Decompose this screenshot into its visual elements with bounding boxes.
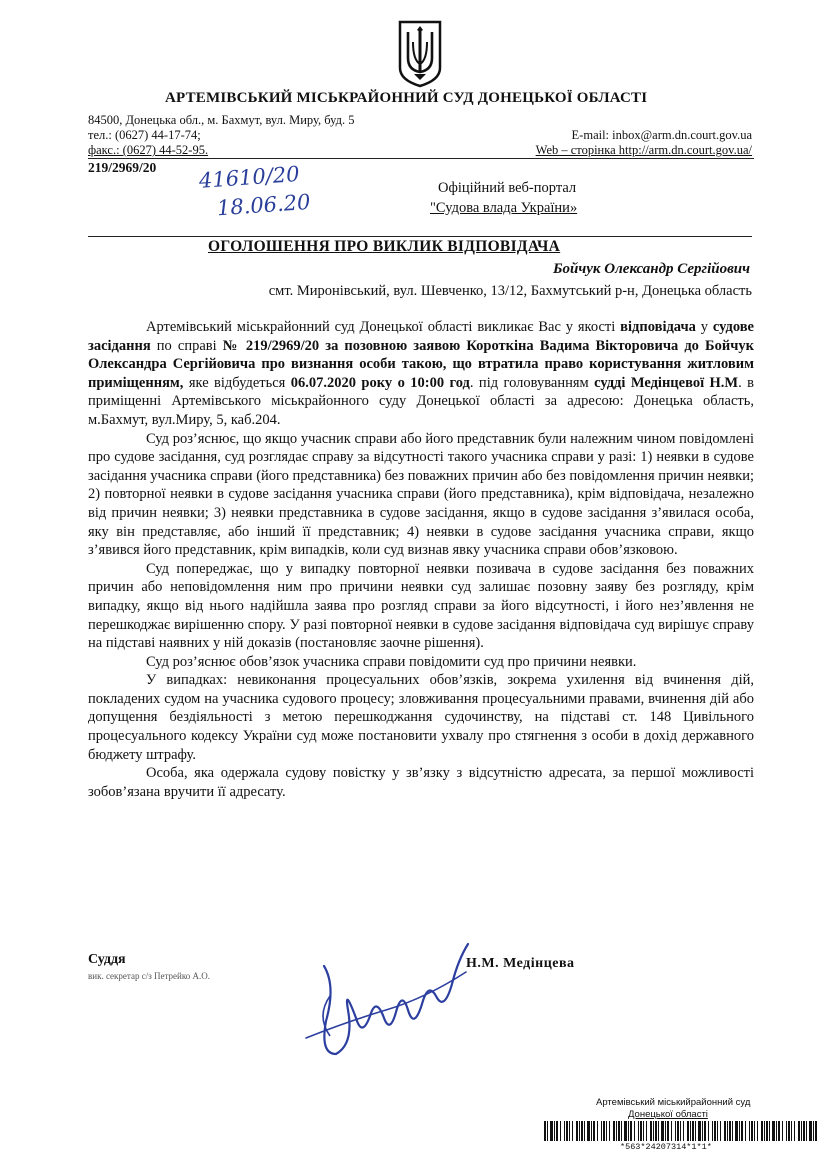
barcode-bar <box>569 1121 570 1141</box>
barcode-bar <box>801 1121 802 1141</box>
barcode-bar <box>624 1121 627 1141</box>
barcode-bar <box>714 1121 716 1141</box>
barcode-bar <box>547 1121 548 1141</box>
barcode-bar <box>591 1121 592 1141</box>
barcode-bar <box>579 1121 580 1141</box>
barcode-bar <box>560 1121 561 1141</box>
barcode-bar <box>708 1121 709 1141</box>
barcode-bar <box>761 1121 763 1141</box>
barcode-bar <box>630 1121 632 1141</box>
barcode-bar <box>727 1121 728 1141</box>
barcode-bar <box>564 1121 565 1141</box>
barcode-bar <box>749 1121 750 1141</box>
barcode-bar <box>815 1121 817 1141</box>
barcode-bar <box>729 1121 731 1141</box>
portal-name-line2: "Судова влада України» <box>430 200 578 216</box>
barcode-bar <box>751 1121 753 1141</box>
addressee-name: Бойчук Олександр Сергійович <box>553 261 750 277</box>
barcode-bar <box>606 1121 607 1141</box>
court-fax: факс.: (0627) 44-52-95. <box>88 143 209 157</box>
barcode-bar <box>671 1121 672 1141</box>
barcode-bar <box>667 1121 669 1141</box>
coat-of-arms-emblem <box>398 18 442 88</box>
barcode-bar <box>643 1121 644 1141</box>
barcode-bar <box>628 1121 629 1141</box>
addressee-address: смт. Миронівський, вул. Шевченко, 13/12, Бахмутський р-н, Донецька область <box>268 283 752 299</box>
court-phone: тел.: (0627) 44-17-74; <box>88 128 201 142</box>
barcode-bar <box>764 1121 765 1141</box>
barcode-bar <box>782 1121 783 1141</box>
barcode-bar <box>680 1121 681 1141</box>
barcode-bar <box>698 1121 701 1141</box>
barcode-bar <box>581 1121 583 1141</box>
court-email[interactable]: E-mail: inbox@arm.dn.court.gov.ua <box>571 128 752 142</box>
paragraph-absence-rules: Суд роз’яснює, що якщо учасник справи або його представник були належним чином повідомлені про судове засідання, суд розглядає справу за відсутності такого учасника справи у разі: 1) неявки в судове засідання учасника справи (його представника) без поважних причин або без повідомлення причин неявки; 2) повторної неявки в судове засідання учасника справи (його представника), крім відповідача, незалежно від причин неявки; 3) неявки представника в судове засідання, якщо в судове засідання з’явилася особа, яку він представляє, або інший її представник; 4) неявки в судове засідання учасника справи, якщо з’явився його представник, крім випадків, коли суд визнав явку учасника справи обов’язковою. <box>88 430 754 559</box>
barcode-bar <box>587 1121 590 1141</box>
barcode-bar <box>712 1121 713 1141</box>
barcode-bar <box>661 1121 664 1141</box>
handwritten-signature <box>296 926 476 1076</box>
barcode-bar <box>754 1121 755 1141</box>
stamp-region: Донецької області <box>628 1109 708 1120</box>
notice-body <box>88 318 754 801</box>
case-number: 219/2969/20 <box>88 160 157 175</box>
barcode-bar <box>556 1121 558 1141</box>
portal-name-line1: Офіційний веб-портал <box>438 180 577 196</box>
barcode-bar <box>724 1121 726 1141</box>
barcode-bar <box>813 1121 814 1141</box>
paragraph-warning: Суд попереджає, що у випадку повторної неявки позивача в судове засідання без поважних причин або неповідомлення ним про причини неявки суд залишає позовну заяву без розгляду, крім випадку, якщо від нього надійшла заява про розгляд справи за його відсутності, і його нез’явлення не перешкоджає вирішенню спору. У разі повторної неявки в судове засідання відповідача суд вирішує справу на підставі наявних у ній доказів (постановляє заочне рішення). <box>88 560 754 652</box>
barcode-bar <box>554 1121 555 1141</box>
barcode-bar <box>702 1121 703 1141</box>
barcode-bar <box>621 1121 622 1141</box>
barcode-bar <box>798 1121 800 1141</box>
barcode-bar <box>653 1121 654 1141</box>
paragraph-summons: Артемівський міськрайонний суд Донецької області викликає Вас у якості відповідача у судове засідання по справі № 219/2969/20 за позовною заявою Короткіна Вадима Вікторовича до Бойчук Олександра Сергійовича про визнання особи такою, що втратила право користування житловим приміщенням, яке відбудеться 06.07.2020 року о 10:00 год. під головуванням судді Медінцевої Н.М. в приміщенні Артемівського міськрайонного суду Донецької області за адресою: Донецька область, м.Бахмут, вул.Миру, 5, каб.204. <box>88 319 755 428</box>
barcode-bar <box>584 1121 585 1141</box>
handwritten-mark-1: 41610/20 <box>198 161 301 193</box>
barcode-bar <box>809 1121 812 1141</box>
barcode-bar <box>658 1121 659 1141</box>
barcode-bar <box>769 1121 770 1141</box>
court-address: 84500, Донецька обл., м. Бахмут, вул. Миру, буд. 5 <box>88 113 355 127</box>
barcode-bar <box>806 1121 807 1141</box>
paragraph-delivery: Особа, яка одержала судову повістку у зв’язку з відсутністю адресата, за першої можливості зобов’язана вручити її адресату. <box>88 765 754 800</box>
barcode-bar <box>803 1121 805 1141</box>
barcode-bar <box>766 1121 768 1141</box>
title-divider <box>88 236 752 237</box>
barcode-bar <box>572 1121 573 1141</box>
barcode-bar <box>609 1121 610 1141</box>
barcode-bar <box>794 1121 795 1141</box>
barcode-bar <box>717 1121 718 1141</box>
barcode-bar <box>687 1121 689 1141</box>
barcode-bar <box>778 1121 780 1141</box>
barcode-bar <box>675 1121 676 1141</box>
barcode-number: *563*24207314*1*1* <box>620 1142 712 1152</box>
barcode-bar <box>739 1121 740 1141</box>
judge-label: Суддя <box>88 952 126 967</box>
barcode-bar <box>757 1121 758 1141</box>
barcode-bar <box>544 1121 546 1141</box>
barcode-bar <box>665 1121 666 1141</box>
barcode-bar <box>616 1121 617 1141</box>
paragraph-notify-duty: Суд роз’яснює обов’язок учасника справи повідомити суд про причини неявки. <box>146 653 637 670</box>
barcode-bar <box>593 1121 595 1141</box>
barcode-bar <box>776 1121 777 1141</box>
header-divider <box>88 158 754 159</box>
document-barcode <box>544 1121 818 1143</box>
barcode-bar <box>638 1121 639 1141</box>
barcode-bar <box>745 1121 746 1141</box>
barcode-bar <box>683 1121 684 1141</box>
barcode-bar <box>791 1121 792 1141</box>
barcode-bar <box>720 1121 721 1141</box>
notice-title: ОГОЛОШЕННЯ ПРО ВИКЛИК ВІДПОВІДАЧА <box>208 238 561 255</box>
secretary-note: вик. секретар с/з Петрейко А.О. <box>88 971 211 981</box>
barcode-bar <box>566 1121 568 1141</box>
paragraph-fines: У випадках: невиконання процесуальних обов’язків, зокрема ухилення від вчинення дій, покладених судом на учасника судового процесу; зловживання процесуальними правами, вчинення дій або допущення бездіяльності з метою перешкоджання судочинству, на підставі ст. 148 Цивільного процесуального кодексу України суд може постановити ухвалу про стягнення з особи в дохід державного бюджету штрафу. <box>88 672 754 763</box>
judge-name: Н.М. Медінцева <box>466 956 575 971</box>
barcode-bar <box>788 1121 790 1141</box>
barcode-bar <box>603 1121 605 1141</box>
barcode-bar <box>692 1121 694 1141</box>
barcode-bar <box>601 1121 602 1141</box>
stamp-court-name: Артемівський міськийрайонний суд <box>596 1097 751 1108</box>
barcode-bar <box>704 1121 706 1141</box>
barcode-bar <box>732 1121 733 1141</box>
barcode-bar <box>650 1121 652 1141</box>
barcode-bar <box>786 1121 787 1141</box>
barcode-bar <box>677 1121 679 1141</box>
court-website-link[interactable]: Web – сторінка http://arm.dn.court.gov.ua/ <box>535 143 752 157</box>
barcode-bar <box>772 1121 775 1141</box>
barcode-bar <box>655 1121 657 1141</box>
court-name: АРТЕМІВСЬКИЙ МІСЬКРАЙОННИЙ СУД ДОНЕЦЬКОЇ ОБЛАСТІ <box>165 90 648 106</box>
barcode-bar <box>576 1121 578 1141</box>
barcode-bar <box>690 1121 691 1141</box>
barcode-bar <box>741 1121 743 1141</box>
barcode-bar <box>640 1121 642 1141</box>
barcode-bar <box>597 1121 598 1141</box>
barcode-bar <box>550 1121 553 1141</box>
handwritten-mark-2: 18.06.20 <box>216 189 312 220</box>
barcode-bar <box>618 1121 620 1141</box>
barcode-bar <box>695 1121 696 1141</box>
handwritten-registration-mark <box>195 158 335 220</box>
barcode-bar <box>735 1121 738 1141</box>
barcode-bar <box>613 1121 615 1141</box>
barcode-bar <box>634 1121 635 1141</box>
barcode-bar <box>646 1121 647 1141</box>
